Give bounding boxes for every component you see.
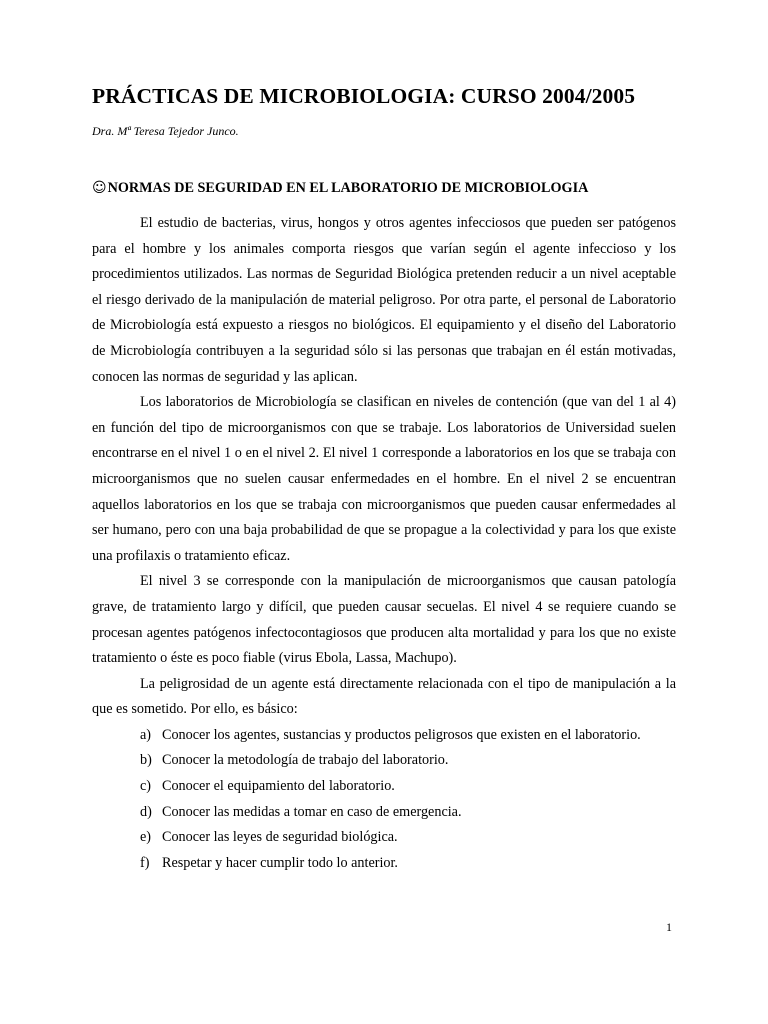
paragraph: Los laboratorios de Microbiología se clasifican en niveles de contención (que van del 1 al 4) en función del tipo de microorganismos con que se trabaje. Los laboratorios de Universidad suelen encontrarse en el nivel 1 o en el nivel 2. El nivel 1 corresponde a laboratorios en los que se trabaja con microorganismos que no suelen causar enfermedades en el hombre. En el nivel 2 se encuentran aquellos laboratorios en los que se trabaja con microorganismos que pueden causar enfermedades al ser humano, pero con una baja probabilidad de que se propague a la colectividad y para los que existe una profilaxis o tratamiento eficaz. (92, 394, 676, 564)
list-item-text: Conocer las leyes de seguridad biológica. (162, 829, 398, 846)
list-item (92, 723, 676, 749)
list-item (92, 825, 676, 851)
page-number: 1 (666, 920, 672, 934)
list-item-text: Conocer los agentes, sustancias y productos peligrosos que existen en el laboratorio. (162, 726, 641, 743)
list-item-text: Respetar y hacer cumplir todo lo anterior. (162, 854, 398, 871)
requirements-list (92, 723, 676, 877)
list-item (92, 774, 676, 800)
list-item-text: Conocer las medidas a tomar en caso de emergencia. (162, 803, 462, 820)
list-item-text: Conocer el equipamiento del laboratorio. (162, 778, 395, 795)
list-marker: c) (140, 778, 152, 795)
list-marker: a) (140, 726, 152, 743)
list-item (92, 851, 676, 877)
author-line: Dra. Mª Teresa Tejedor Junco. (92, 124, 239, 138)
section-heading-text: NORMAS DE SEGURIDAD EN EL LABORATORIO DE MICROBIOLOGIA (107, 180, 589, 196)
list-marker: f) (140, 854, 150, 871)
list-item (92, 748, 676, 774)
paragraph: La peligrosidad de un agente está directamente relacionada con el tipo de manipulación a la que es sometido. Por ello, es básico: (92, 675, 676, 718)
list-marker: e) (140, 829, 152, 846)
document-title: PRÁCTICAS DE MICROBIOLOGIA: CURSO 2004/2005 (92, 84, 636, 108)
list-marker: d) (140, 803, 152, 820)
paragraph: El estudio de bacterias, virus, hongos y otros agentes infecciosos que pueden ser patógenos para el hombre y los animales comporta riesgos que varían según el agente infeccioso y los procedimientos utilizados. Las normas de Seguridad Biológica pretenden reducir a un nivel aceptable el riesgo derivado de la manipulación de material peligroso. Por otra parte, el personal de Laboratorio de Microbiología está expuesto a riesgos no biológicos. El equipamiento y el diseño del Laboratorio de Microbiología contribuyen a la seguridad sólo si las personas que trabajan en él están motivadas, conocen las normas de seguridad y las aplican. (92, 215, 676, 385)
list-item-text: Conocer la metodología de trabajo del laboratorio. (162, 752, 449, 769)
smiley-icon: ☺ (92, 180, 107, 196)
document-body (92, 211, 676, 876)
paragraph: El nivel 3 se corresponde con la manipulación de microorganismos que causan patología grave, de tratamiento largo y difícil, que pueden causar secuelas. El nivel 4 se requiere cuando se procesan agentes patógenos infectocontagiosos que producen alta mortalidad y para los que no existe tratamiento o éste es poco fiable (virus Ebola, Lassa, Machupo). (92, 573, 676, 667)
list-marker: b) (140, 752, 152, 769)
section-heading (92, 180, 588, 197)
list-item (92, 800, 676, 826)
